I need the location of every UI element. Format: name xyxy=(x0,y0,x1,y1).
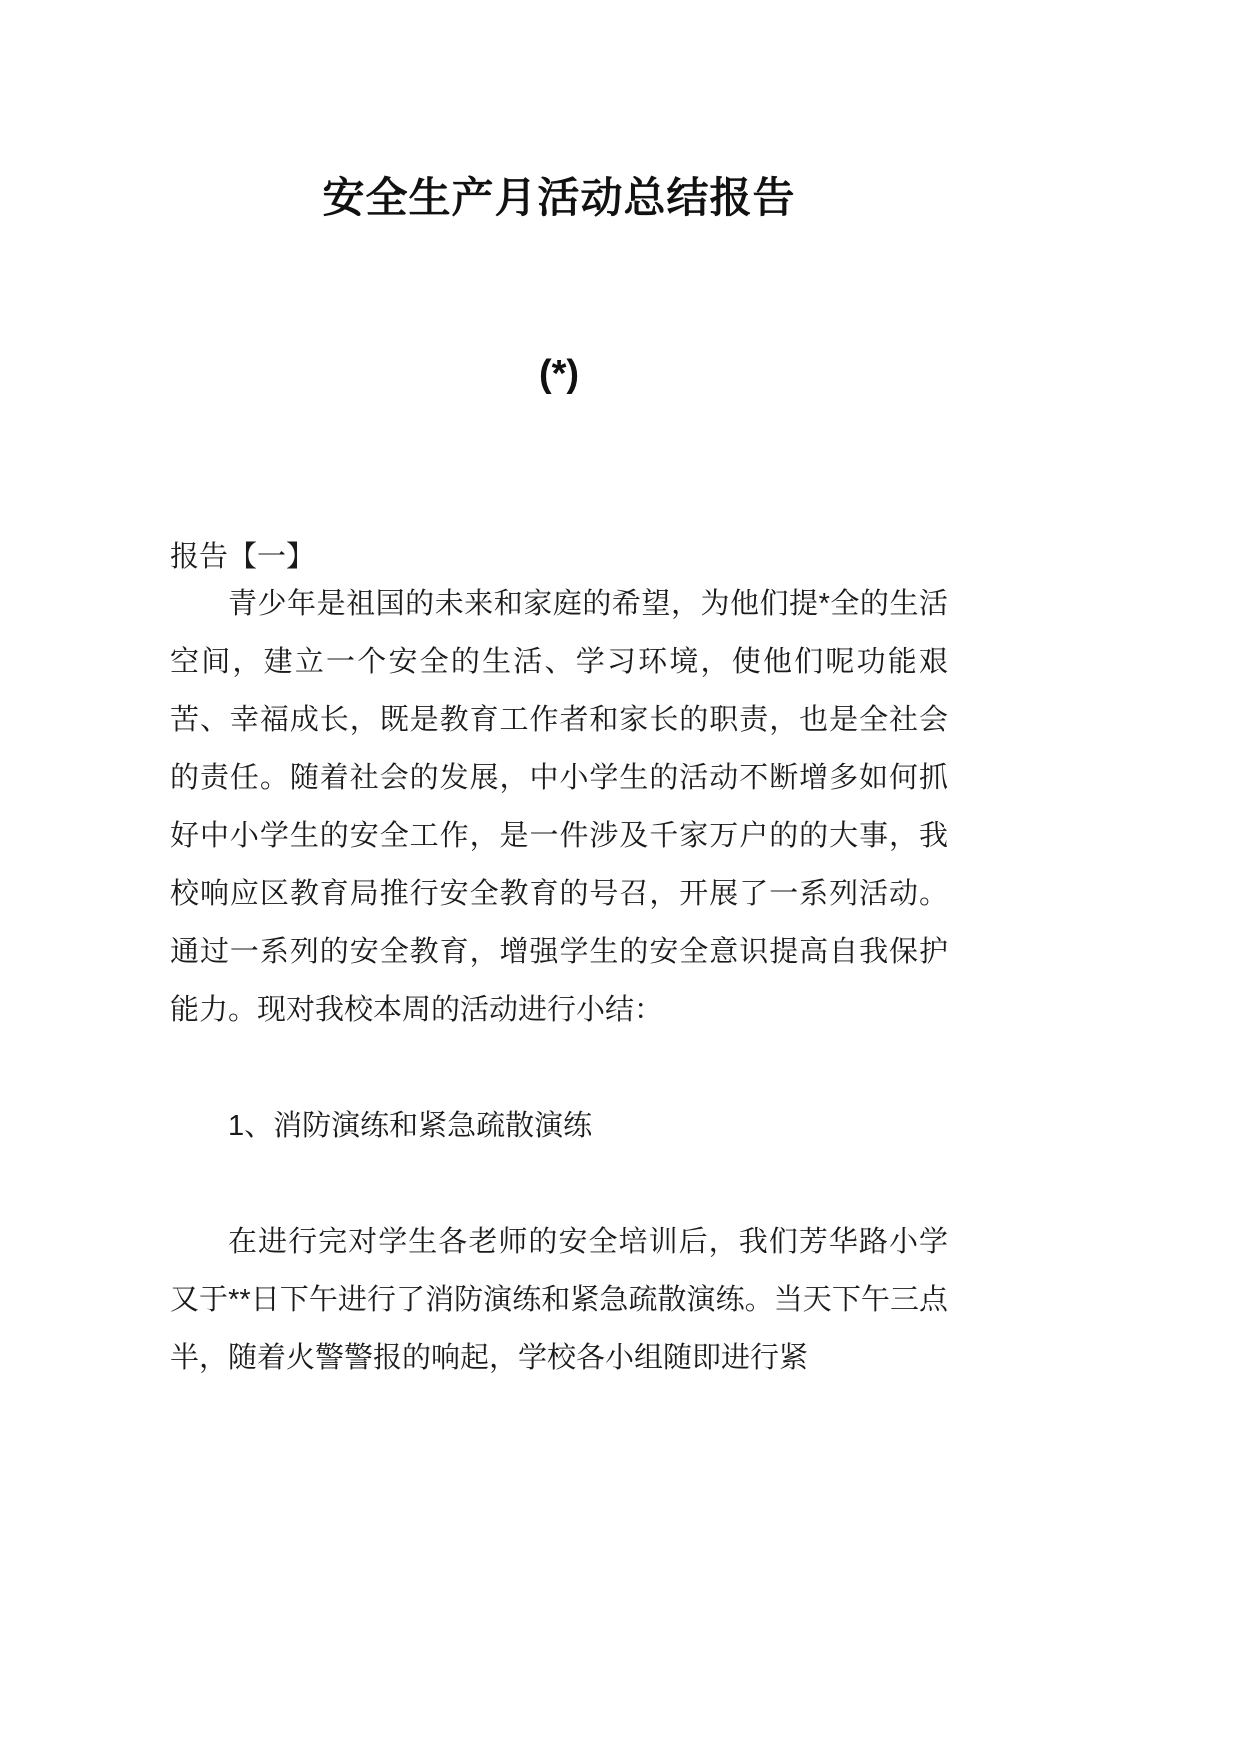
section-label: 报告【一】 xyxy=(170,541,316,573)
body-paragraph: 在进行完对学生各老师的安全培训后，我们芳华路小学又于**日下午进行了消防演练和紧急疏散演练。当天下午三点半，随着火警警报的响起，学校各小组随即进行紧 xyxy=(170,1226,948,1374)
document-marker: (*) xyxy=(538,353,580,395)
list-item-heading: 1、消防演练和紧急疏散演练 xyxy=(228,1110,593,1142)
body-paragraph: 青少年是祖国的未来和家庭的希望，为他们提*全的生活空间，建立一个安全的生活、学习环境，使他们呢功能艰苦、幸福成长，既是教育工作者和家长的职责，也是全社会的责任。随着社会的发展，中小学生的活动不断增多如何抓好中小学生的安全工作，是一件涉及千家万户的的大事，我校响应区教育局推行安全教育的号召，开展了一系列活动。通过一系列的安全教育，增强学生的安全意识提高自我保护能力。现对我校本周的活动进行小结： xyxy=(170,588,948,1026)
document-title: 安全生产月活动总结报告 xyxy=(322,174,796,221)
